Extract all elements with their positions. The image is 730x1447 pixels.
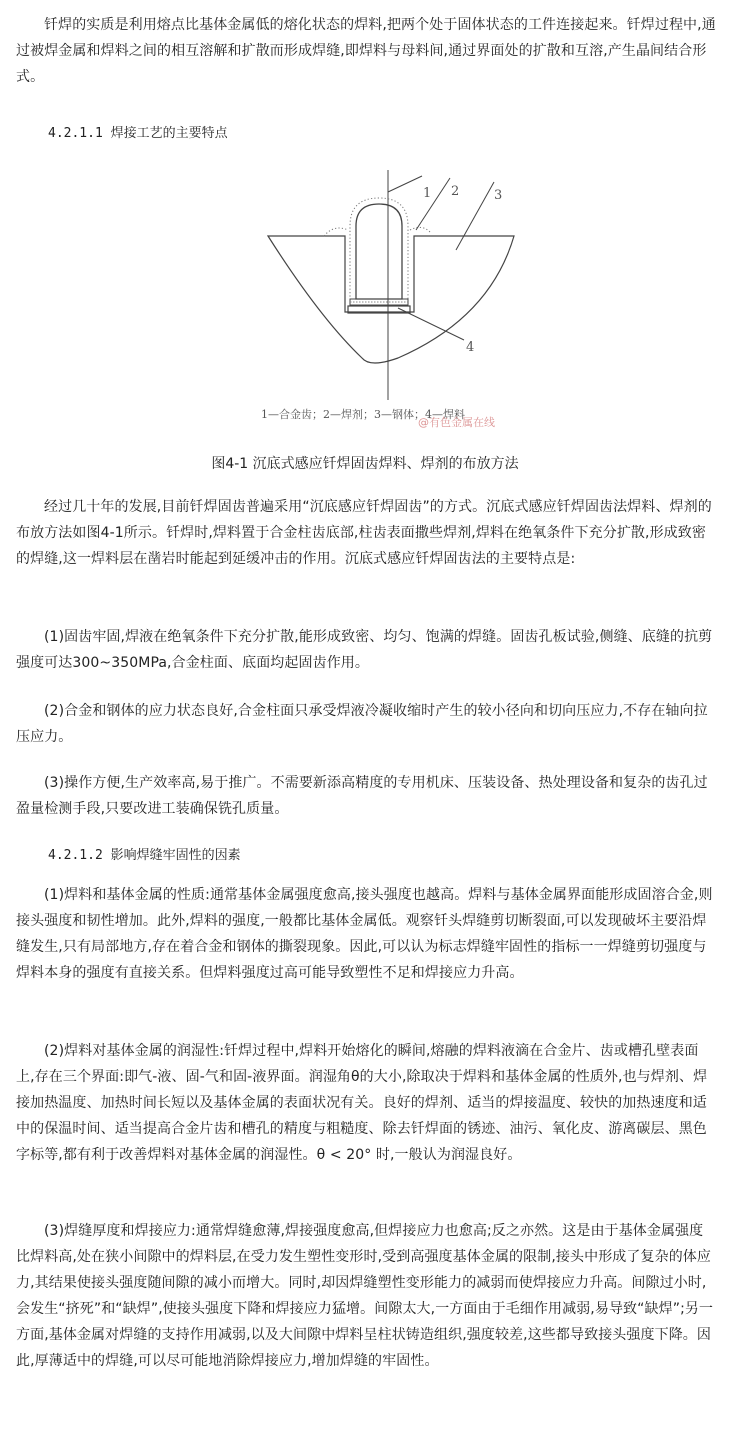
paragraph-feature-2: (2)合金和钢体的应力状态良好,合金柱面只承受焊液冷凝收缩时产生的较小径向和切向压应力,不存在轴向拉压应力。 xyxy=(16,703,708,745)
section-heading-4-2-1-2: 4.2.1.2 影响焊缝牢固性的因素 xyxy=(48,848,241,863)
watermark: @有色金属在线 xyxy=(418,416,495,429)
paragraph-overview: 经过几十年的发展,目前钎焊固齿普遍采用“沉底感应钎焊固齿”的方式。沉底式感应钎焊固齿法焊料、焊剂的布放方法如图4-1所示。钎焊时,焊料置于合金柱齿底部,柱齿表面撒些焊剂,焊料在绝氧条件下充分扩散,形成致密的焊缝,这一焊料层在凿岩时能起到延缓冲击的作用。沉底式感应钎焊固齿法的主要特点是: xyxy=(16,499,712,567)
label-2: 2 xyxy=(451,184,460,199)
paragraph-feature-3: (3)操作方便,生产效率高,易于推广。不需要新添高精度的专用机床、压装设备、热处理设备和复杂的齿孔过盈量检测手段,只要改进工装确保铣孔质量。 xyxy=(16,775,708,817)
figure-legend: 1—合金齿；2—焊剂；3—钢体；4—焊料 xyxy=(261,408,465,421)
figure-caption: 图4-1 沉底式感应钎焊固齿焊料、焊剂的布放方法 xyxy=(211,456,519,472)
label-1: 1 xyxy=(423,186,432,201)
brazing-diagram xyxy=(250,168,550,408)
label-3: 3 xyxy=(494,188,503,203)
paragraph-factor-2: (2)焊料对基体金属的润湿性:钎焊过程中,焊料开始熔化的瞬间,熔融的焊料液滴在合金片、齿或槽孔壁表面上,存在三个界面:即气-液、固-气和固-液界面。润湿角θ的大小,除取决于焊料和基体金属的性质外,也与焊剂、焊接加热温度、加热时间长短以及基体金属的表面状况有关。良好的焊剂、适当的焊接温度、较快的加热速度和适中的保温时间、适当提高合金片齿和槽孔的精度与粗糙度、除去钎焊面的锈迹、油污、氧化皮、游离碳层、黑色字标等,都有利于改善焊料对基体金属的润湿性。θ < 20° 时,一般认为润湿良好。 xyxy=(16,1043,708,1163)
paragraph-feature-1: (1)固齿牢固,焊液在绝氧条件下充分扩散,能形成致密、均匀、饱满的焊缝。固齿孔板试验,侧缝、底缝的抗剪强度可达300~350MPa,合金柱面、底面均起固齿作用。 xyxy=(16,629,713,671)
intro-paragraph: 钎焊的实质是利用熔点比基体金属低的熔化状态的焊料,把两个处于固体状态的工件连接起来。钎焊过程中,通过被焊金属和焊料之间的相互溶解和扩散而形成焊缝,即焊料与母料间,通过界面处的扩散和互溶,产生晶间结合形式。 xyxy=(16,17,716,85)
label-4: 4 xyxy=(466,340,475,355)
paragraph-factor-1: (1)焊料和基体金属的性质:通常基体金属强度愈高,接头强度也越高。焊料与基体金属界面能形成固溶合金,则接头强度和韧性增加。此外,焊料的强度,一般都比基体金属低。观察钎头焊缝剪切断裂面,可以发现破坏主要沿焊缝发生,只有局部地方,存在着合金和钢体的撕裂现象。因此,可以认为标志焊缝牢固性的指标一一焊缝剪切强度与焊料本身的强度有直接关系。但焊料强度过高可能导致塑性不足和焊接应力升高。 xyxy=(16,887,713,981)
alloy-tooth xyxy=(356,204,402,299)
paragraph-factor-3: (3)焊缝厚度和焊接应力:通常焊缝愈薄,焊接强度愈高,但焊接应力也愈高;反之亦然。这是由于基体金属强度比焊料高,处在狭小间隙中的焊料层,在受力发生塑性变形时,受到高强度基体金属的限制,接头中形成了复杂的体应力,其结果使接头强度随间隙的减小而增大。同时,却因焊缝塑性变形能力的减弱而使焊接应力升高。间隙过小时,会发生“挤死”和“缺焊”,使接头强度下降和焊接应力猛增。间隙太大,一方面由于毛细作用减弱,易导致“缺焊”;另一方面,基体金属对焊缝的支持作用减弱,以及大间隙中焊料呈柱状铸造组织,强度较差,这些都导致接头强度下降。因此,厚薄适中的焊缝,可以尽可能地消除焊接应力,增加焊缝的牢固性。 xyxy=(16,1223,714,1369)
figure-4-1 xyxy=(250,168,550,438)
section-heading-4-2-1-1: 4.2.1.1 焊接工艺的主要特点 xyxy=(48,126,228,141)
